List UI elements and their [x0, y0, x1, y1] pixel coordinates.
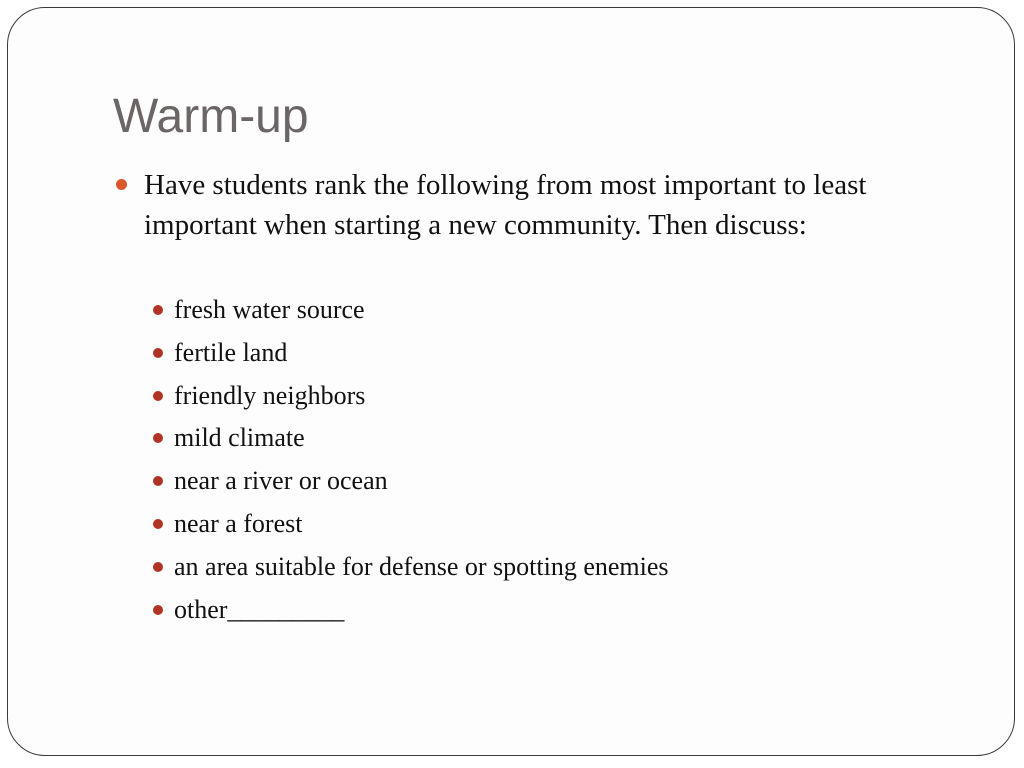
sub-bullet-dot-icon	[153, 433, 163, 443]
sub-bullet-item	[152, 333, 669, 376]
sub-bullet-text: near a forest	[174, 508, 303, 538]
sub-bullet-text: near a river or ocean	[174, 466, 388, 496]
sub-bullet-dot-icon	[153, 605, 163, 615]
sub-bullet-item	[152, 461, 669, 504]
sub-bullet-item	[152, 590, 669, 633]
main-bullet	[113, 166, 903, 245]
sub-bullet-text: other_________	[174, 594, 345, 624]
sub-bullet-item	[152, 418, 669, 461]
sub-bullet-text: friendly neighbors	[174, 380, 366, 410]
sub-bullet-text: mild climate	[174, 423, 305, 453]
sub-bullet-text: fresh water source	[174, 295, 365, 324]
main-bullet-text: Have students rank the following from most important to least important when starting a new community. Then discuss:	[144, 169, 867, 241]
sub-bullet-dot-icon	[153, 519, 163, 529]
sub-bullet-dot-icon	[153, 391, 163, 401]
sub-bullet-item	[152, 376, 669, 419]
sub-bullet-item	[152, 547, 669, 590]
sub-bullet-dot-icon	[153, 562, 163, 572]
slide-title: Warm-up	[113, 90, 309, 143]
sub-bullet-item	[152, 504, 669, 547]
sub-bullet-list	[152, 290, 669, 632]
sub-bullet-text: fertile land	[174, 337, 288, 367]
bullet-dot-icon	[116, 179, 127, 190]
sub-bullet-dot-icon	[153, 305, 163, 315]
sub-bullet-item	[152, 290, 669, 333]
sub-bullet-dot-icon	[153, 348, 163, 358]
sub-bullet-dot-icon	[153, 476, 163, 486]
sub-bullet-text: an area suitable for defense or spotting enemies	[174, 551, 669, 581]
